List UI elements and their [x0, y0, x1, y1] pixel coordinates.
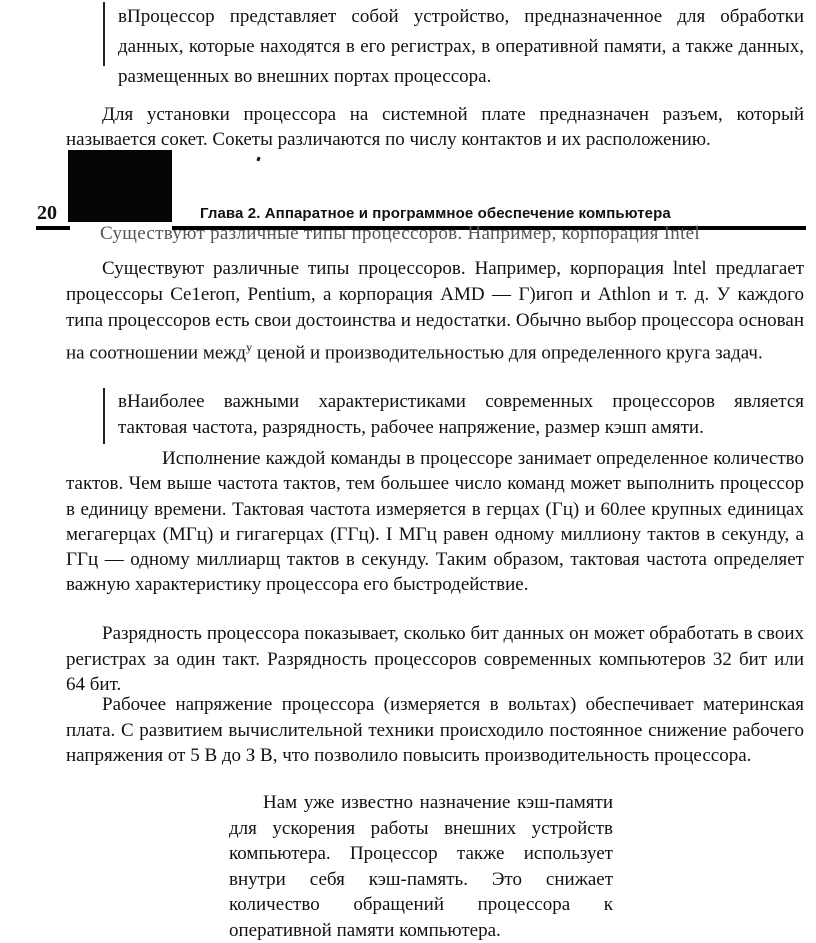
callout-bar-characteristics — [103, 388, 105, 444]
header-rule-left — [36, 226, 70, 230]
types-tail: ценой и производительностью для определенного круга задач. — [252, 342, 763, 364]
processor-definition-callout: вПроцессор представляет собой устройство, предназначенное для обработки данных, которые находятся в его регистрах, в оперативной памяти, а также данных, размещенных во внешних портах процессора. — [118, 6, 804, 87]
processor-types-paragraph — [66, 256, 804, 366]
socket-paragraph: Для установки процессора на системной плате предназначен разъем, который называется сокет. Сокеты различаются по числу контактов и их расположению. — [66, 104, 804, 150]
bleed-through-text: Существуют различные типы процессоров. Например, корпорация Intel — [100, 223, 700, 244]
chapter-title: Глава 2. Аппаратное и программное обеспечение компьютера — [200, 205, 671, 222]
page-number: 20 — [37, 202, 57, 224]
callout-bar-top — [103, 2, 105, 66]
voltage-paragraph: Рабочее напряжение процессора (измеряется в вольтах) обеспечивает материнская плата. С развитием вычислительной техники происходило постоянное снижение рабочего напряжения от 5 В до З В, что позволило повысить производительность процессора. — [66, 694, 804, 766]
types-text: Существуют различные типы процессоров. Например, корпорация lntel предлагает процессоры Ce1eroп, Pentium, а корпорация AMD — Г)игоп и Athlon и т. д. У каждого типа процессоров есть свои достоинства и недостатки. Обычно выбор процессора основан на соотношении межд — [66, 258, 804, 364]
characteristics-callout: вНаиболее важными характеристиками современных процессоров является тактовая частота, разрядность, рабочее напряжение, размер кэшп амяти. — [118, 391, 804, 438]
types-superscript: у — [246, 340, 253, 354]
cache-note: Нам уже известно назначение кэш-памяти для ускорения работы внешних устройств компьютера. Процессор также использует внутри себя кэш-память. Это снижает количество обращений процессора к оперативной памяти компьютера. — [229, 792, 613, 941]
scan-speck — [256, 157, 260, 162]
clock-frequency-paragraph: Исполнение каждой команды в процессоре занимает определенное количество тактов. Чем выше частота тактов, тем большее число команд может выполнить процессор в единицу времени. Тактовая частота измеряется в герцах (Гц) и 60лее крупных единицах мегагерцах (МГц) и гигагерцах (ГГц). I МГц равен одному миллиону тактов в секунду, а ГГц — одному миллиарщ тактов в секунду. Таким образом, тактовая частота определяет важную характеристику процессора его быстродействие. — [66, 448, 804, 596]
bleed-through-line — [100, 223, 804, 246]
scan-black-block — [68, 150, 172, 222]
bitness-paragraph: Разрядность процессора показывает, сколько бит данных он может обработать в своих регистрах за один такт. Разрядность процессоров современных компьютеров 32 бит или 64 бит. — [66, 623, 804, 695]
